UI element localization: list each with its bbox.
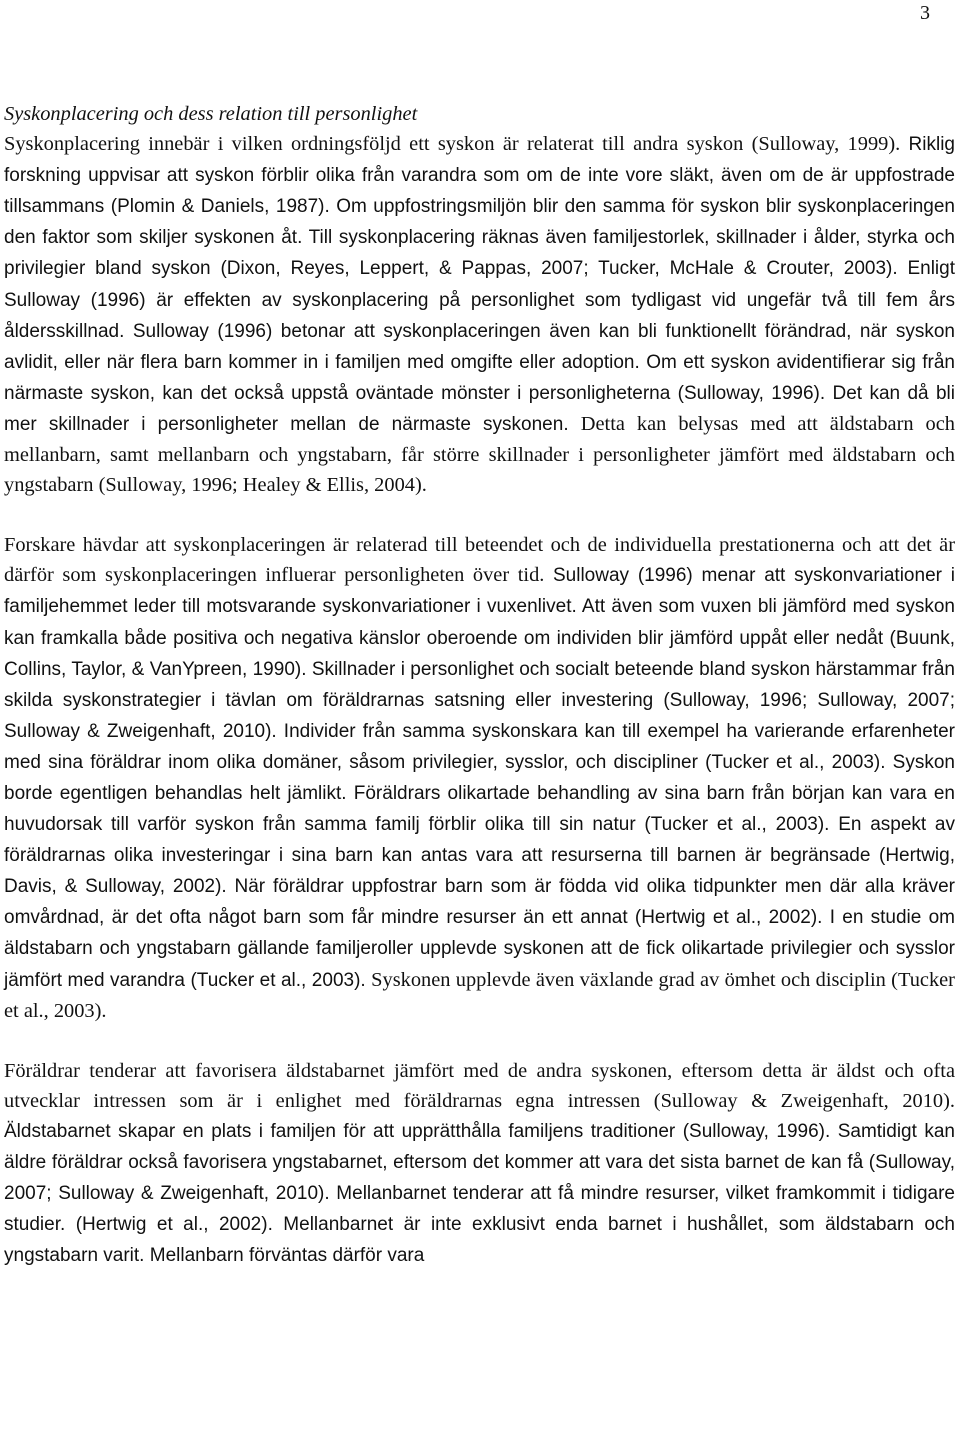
paragraph-2-part-b: Sulloway (1996) menar att syskonvariationer i familjehemmet leder till motsvarande syskonvariationer i vuxenlivet. Att även som vuxen bli jämförd med syskon kan framkalla både positiva och negativa känslor oberoende om individen blir jämförd uppåt eller nedåt (Buunk, Collins, Taylor, & VanYpreen, 1990). Skillnader i personlighet och socialt beteende bland syskon härstammar från skilda syskonstrategier i tävlan om föräldrarnas satsning eller investering (Sulloway, 1996; Sulloway, 2007; Sulloway & Zweigenhaft, 2010). Individer från samma syskonskara kan till exempel ha varierande erfarenheter med sina föräldrar inom olika domäner, såsom privilegier, sysslor, och discipliner (Tucker et al., 2003). Syskon borde egentligen behandlas helt jämlikt. Föräldrars olikartade behandling av sina barn från början kan vara en huvudorsak till varför syskon från samma familj förblir olika till sin natur (Tucker et al., 2003). En aspekt av föräldrarnas olika investeringar i sina barn kan antas vara att resurserna till barnen är begränsade (Hertwig, Davis, & Sulloway, 2002). När föräldrar uppfostrar barn som är födda vid olika tidpunkter men där alla kräver omvårdnad, är det ofta något barn som får mindre resurser än ett annat (Hertwig et al., 2002). I en studie om äldstabarn och yngstabarn gällande familjeroller upplevde syskonen att de fick olikartade privilegier och sysslor jämfört med varandra (Tucker et al., 2003). [4,565,955,991]
paragraph-2-part-c: Syskonen upplevde även växlande grad av ömhet och disciplin (Tucker et al., 2003). [4,968,955,1022]
paragraph-gap [4,500,955,530]
paragraph-2 [4,530,955,1026]
document-body [4,99,955,1271]
paragraph-2-part-a: Forskare hävdar att syskonplaceringen är relaterad till beteendet och de individuella prestationerna och att det är därför som syskonplaceringen influerar personligheten över tid. [4,534,955,587]
paragraph-1-part-a: Syskonplacering innebär i vilken ordningsföljd ett syskon är relaterat till andra syskon (Sulloway, 1999). [4,133,909,156]
paragraph-gap [4,1026,955,1056]
paragraph-1 [4,129,955,500]
paragraph-1-part-c: Detta kan belysas med att äldstabarn och mellanbarn, samt mellanbarn och yngstabarn, får större skillnader i personligheter jämfört med äldstabarn och yngstabarn (Sulloway, 1996; Healey & Ellis, 2004). [4,412,955,497]
section-heading: Syskonplacering och dess relation till personlighet [4,103,418,125]
paragraph-3-part-b: Äldstabarnet skapar en plats i familjen för att upprätthålla familjens traditioner (Sulloway, 1996). Samtidigt kan äldre föräldrar också favorisera yngstabarnet, eftersom det kommer att vara det sista barnet de kan få (Sulloway, 2007; Sulloway & Zweigenhaft, 2010). Mellanbarnet tenderar att få mindre resurser, vilket framkommit i tidigare studier. (Hertwig et al., 2002). Mellanbarnet är inte exklusivt enda barnet i hushållet, som äldstabarn och yngstabarn varit. Mellanbarn förväntas därför vara [4,1120,955,1267]
page-number: 3 [920,2,930,24]
paragraph-1-part-b: Riklig forskning uppvisar att syskon förblir olika från varandra som om de inte vore släkt, även om de är uppfostrade tillsammans (Plomin & Daniels, 1987). Om uppfostringsmiljön blir den samma för syskon blir syskonplaceringen den faktor som skiljer syskonen åt. Till syskonplacering räknas även familjestorlek, skillnader i ålder, styrka och privilegier bland syskon (Dixon, Reyes, Leppert, & Pappas, 2007; Tucker, McHale & Crouter, 2003). Enligt Sulloway (1996) är effekten av syskonplacering på personlighet som tydligast vid ungefär två till fem års åldersskillnad. Sulloway (1996) betonar att syskonplaceringen även kan bli funktionellt förändrad, när syskon avlidit, eller när flera barn kommer in i familjen med omgifte eller adoption. Om ett syskon avidentifierar sig från närmaste syskon, kan det också uppstå oväntade mönster i personligheterna (Sulloway, 1996). Det kan då bli mer skillnader i personligheter mellan de närmaste syskonen. [4,134,955,435]
paragraph-3-part-a: Föräldrar tenderar att favorisera äldstabarnet jämfört med de andra syskonen, eftersom detta är äldst och ofta utvecklar intressen som är i enlighet med föräldrarnas egna intressen (Sulloway & Zweigenhaft, 2010). [4,1059,955,1112]
paragraph-3 [4,1056,955,1272]
